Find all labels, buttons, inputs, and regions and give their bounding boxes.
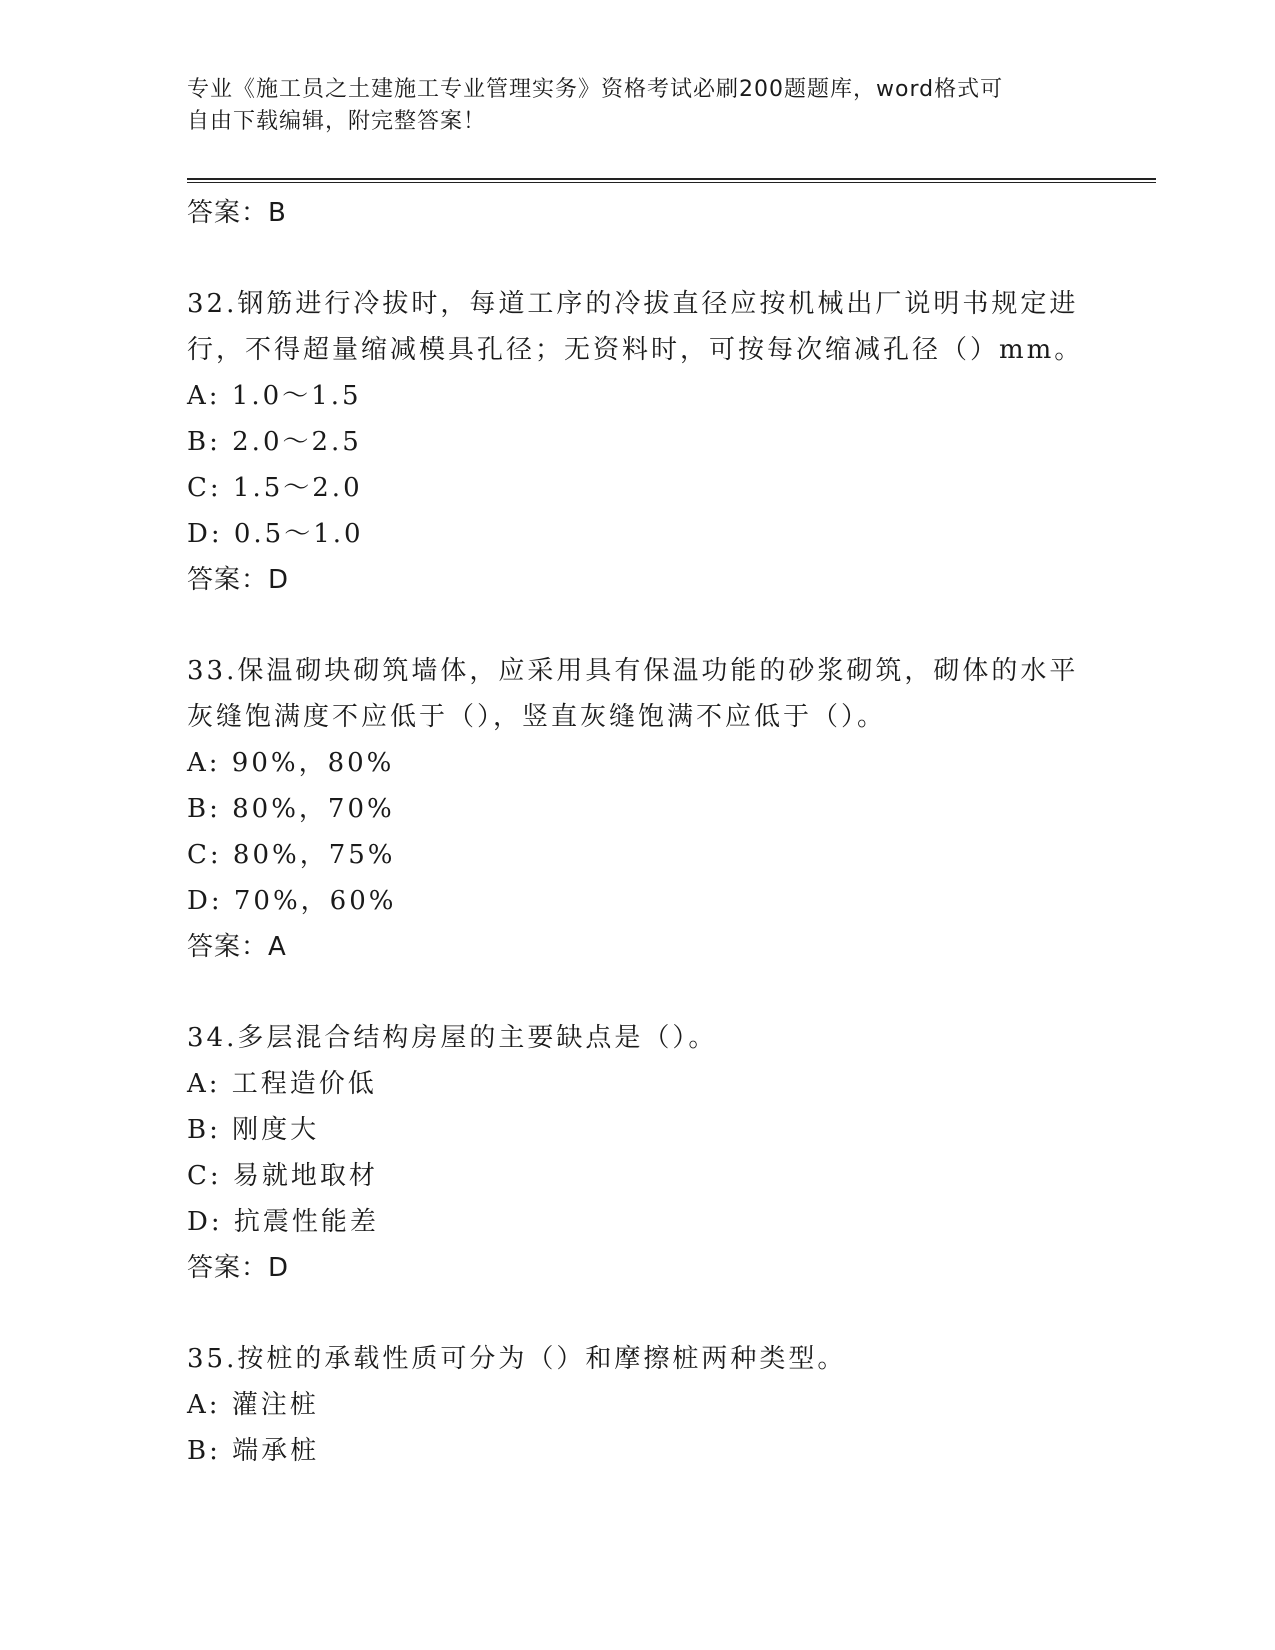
spacer (187, 970, 1087, 1015)
question-block (187, 648, 1087, 970)
option-b: B: 2.0～2.5 (187, 427, 362, 457)
option-c: C: 80%，75% (187, 840, 396, 870)
option-d: D: 0.5～1.0 (187, 519, 364, 549)
question-text-line: 35.按桩的承载性质可分为（）和摩擦桩两种类型。 (187, 1344, 847, 1374)
answer-text: 答案：D (187, 1253, 290, 1283)
question-block (187, 1015, 1087, 1291)
answer-text: 答案：B (187, 198, 287, 228)
document-header (187, 74, 1067, 138)
option-c: C: 易就地取材 (187, 1161, 378, 1191)
option-d: D: 抗震性能差 (187, 1207, 379, 1237)
option-d: D: 70%，60% (187, 886, 397, 916)
question-block (187, 1336, 1087, 1474)
spacer (187, 236, 1087, 281)
option-b: B: 80%，70% (187, 794, 395, 824)
spacer (187, 1291, 1087, 1336)
option-a: A: 工程造价低 (187, 1069, 377, 1099)
question-text-line: 33.保温砌块砌筑墙体，应采用具有保温功能的砂浆砌筑，砌体的水平 (187, 656, 1079, 686)
question-block (187, 281, 1087, 603)
spacer (187, 603, 1087, 648)
option-c: C: 1.5～2.0 (187, 473, 363, 503)
answer-text: 答案：A (187, 932, 287, 962)
header-divider (187, 178, 1156, 183)
question-list (187, 190, 1087, 1474)
question-text-line: 32.钢筋进行冷拔时，每道工序的冷拔直径应按机械出厂说明书规定进 (187, 289, 1079, 319)
question-text-line: 34.多层混合结构房屋的主要缺点是（）。 (187, 1023, 718, 1053)
option-a: A: 90%，80% (187, 748, 395, 778)
question-text-line: 灰缝饱满度不应低于（），竖直灰缝饱满不应低于（）。 (187, 702, 887, 732)
header-line-1: 专业《施工员之土建施工专业管理实务》资格考试必刷200题题库，word格式可 (187, 77, 1004, 102)
header-line-2: 自由下载编辑，附完整答案！ (187, 109, 487, 134)
question-text-line: 行，不得超量缩减模具孔径；无资料时，可按每次缩减孔径（）mm。 (187, 335, 1084, 365)
answer-text: 答案：D (187, 565, 290, 595)
option-a: A: 1.0～1.5 (187, 381, 362, 411)
option-b: B: 刚度大 (187, 1115, 320, 1145)
option-a: A: 灌注桩 (187, 1390, 319, 1420)
option-b: B: 端承桩 (187, 1436, 320, 1466)
